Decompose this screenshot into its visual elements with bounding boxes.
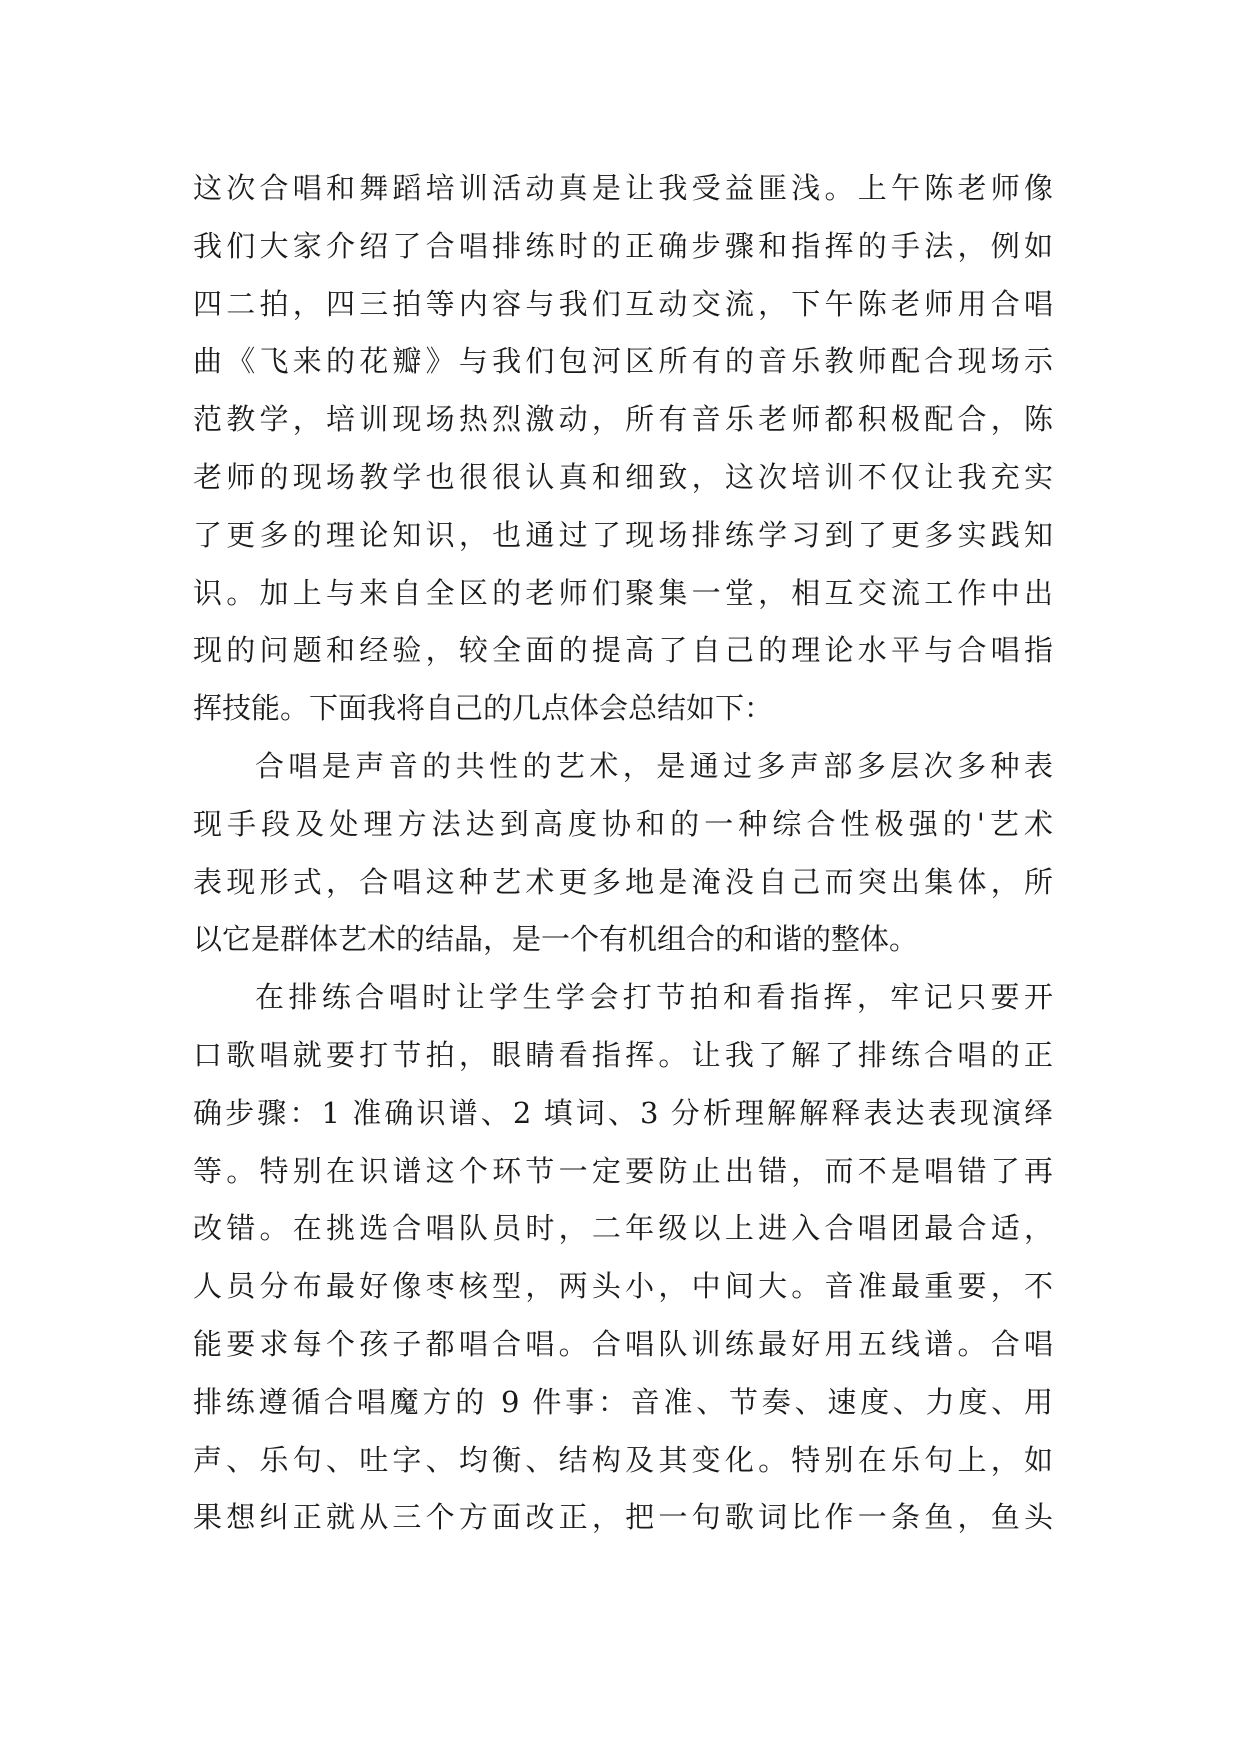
text-line: 果想纠正就从三个方面改正，把一句歌词比作一条鱼，鱼头 <box>193 1500 1053 1535</box>
text-line: 表现形式，合唱这种艺术更多地是淹没自己而突出集体，所 <box>193 864 1053 899</box>
text-line: 声、乐句、吐字、均衡、结构及其变化。特别在乐句上，如 <box>193 1442 1053 1477</box>
text-line: 识。加上与来自全区的老师们聚集一堂，相互交流工作中出 <box>193 575 1053 610</box>
paragraph <box>193 969 1053 1547</box>
text-line: 在排练合唱时让学生学会打节拍和看指挥，牢记只要开 <box>255 980 1053 1015</box>
text-line: 确步骤：1 准确识谱、2 填词、3 分析理解解释表达表现演绎 <box>193 1095 1053 1130</box>
text-line: 四二拍，四三拍等内容与我们互动交流，下午陈老师用合唱 <box>193 286 1053 321</box>
text-line: 我们大家介绍了合唱排练时的正确步骤和指挥的手法，例如 <box>193 228 1053 263</box>
text-line: 排练遵循合唱魔方的 9 件事：音准、节奏、速度、力度、用 <box>193 1384 1053 1419</box>
text-line: 合唱是声音的共性的艺术，是通过多声部多层次多种表 <box>255 748 1053 783</box>
text-line: 范教学，培训现场热烈激动，所有音乐老师都积极配合，陈 <box>193 402 1053 437</box>
text-line: 挥技能。下面我将自己的几点体会总结如下： <box>193 691 774 726</box>
text-line: 现的问题和经验，较全面的提高了自己的理论水平与合唱指 <box>193 633 1053 668</box>
body-text <box>193 160 1053 1547</box>
text-line: 人员分布最好像枣核型，两头小，中间大。音准最重要，不 <box>193 1269 1053 1304</box>
text-line: 口歌唱就要打节拍，眼睛看指挥。让我了解了排练合唱的正 <box>193 1037 1053 1072</box>
text-line: 改错。在挑选合唱队员时，二年级以上进入合唱团最合适， <box>193 1211 1053 1246</box>
text-line: 现手段及处理方法达到高度协和的一种综合性极强的'艺术 <box>193 806 1053 841</box>
text-line: 老师的现场教学也很很认真和细致，这次培训不仅让我充实 <box>193 459 1053 494</box>
text-line: 了更多的理论知识，也通过了现场排练学习到了更多实践知 <box>193 517 1053 552</box>
paragraph <box>193 738 1053 969</box>
paragraph <box>193 160 1053 738</box>
text-line: 能要求每个孩子都唱合唱。合唱队训练最好用五线谱。合唱 <box>193 1326 1053 1361</box>
text-line: 曲《飞来的花瓣》与我们包河区所有的音乐教师配合现场示 <box>193 344 1053 379</box>
text-line: 等。特别在识谱这个环节一定要防止出错，而不是唱错了再 <box>193 1153 1053 1188</box>
text-line: 以它是群体艺术的结晶，是一个有机组合的和谐的整体。 <box>193 922 919 957</box>
text-line: 这次合唱和舞蹈培训活动真是让我受益匪浅。上午陈老师像 <box>193 171 1053 205</box>
